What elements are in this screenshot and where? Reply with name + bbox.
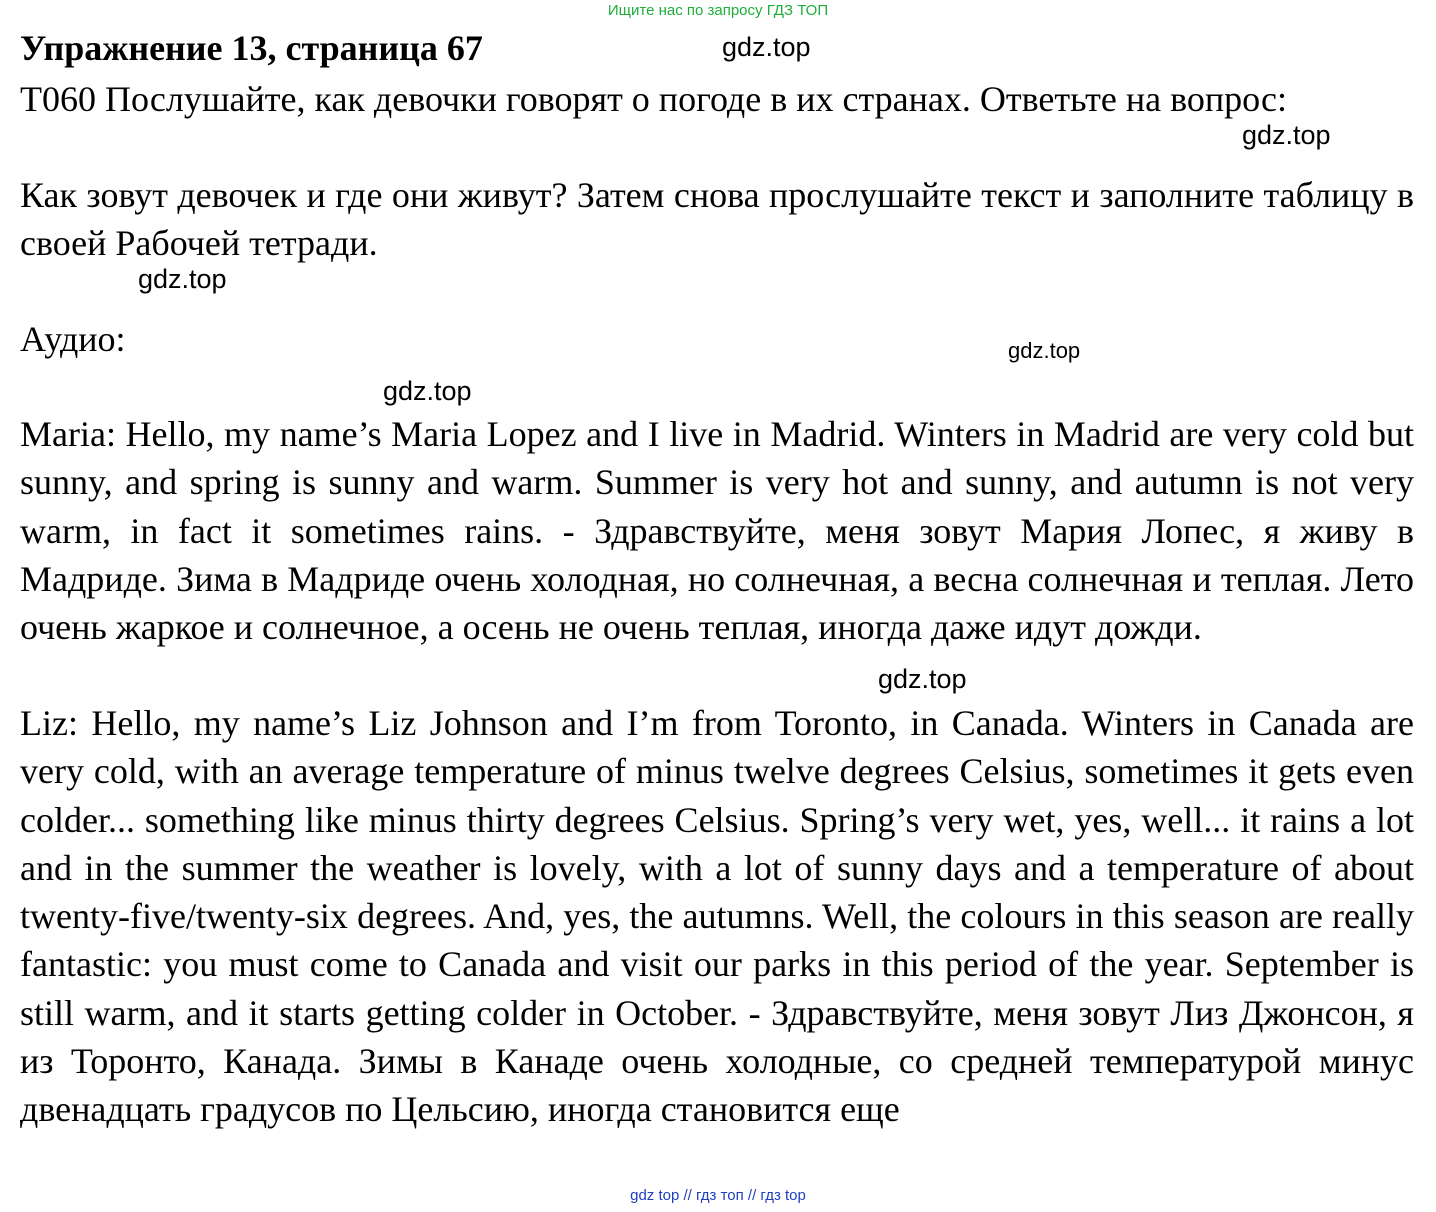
task-question: Как зовут девочек и где они живут? Затем снова прослушайте текст и заполните таблицу в своей Рабочей тетради.	[20, 175, 1414, 263]
watermark: gdz.top	[722, 32, 811, 62]
task-instruction: T060 Послушайте, как девочки говорят о погоде в их странах. Ответьте на вопрос:	[20, 79, 1287, 119]
watermark: gdz.top	[1008, 338, 1081, 363]
audio-label: Аудио:	[20, 319, 126, 359]
top-banner: Ищите нас по запросу ГДЗ ТОП	[607, 2, 829, 19]
liz-paragraph: Liz: Hello, my name’s Liz Johnson and I’m from Toronto, in Canada. Winters in Canada are very cold, with an average temperature of minus twelve degrees Celsius, sometimes it gets even colder... something like minus thirty degrees Celsius. Spring’s very wet, yes, well... it rains a lot and in the summer the weather is lovely, with a lot of sunny days and a temperature of about twenty-five/twenty-six degrees. And, yes, the autumns. Well, the colours in this season are really fantastic: you must come to Canada and visit our parks in this period of the year. September is still warm, and it starts getting colder in October. - Здравствуйте, меня зовут Лиз Джонсон, я из Торонто, Канада. Зимы в Канаде очень холодные, со средней температурой минус двенадцать градусов по Цельсию, иногда становится еще	[20, 703, 1414, 1130]
watermark: gdz.top	[383, 376, 472, 406]
watermark: gdz.top	[138, 264, 227, 294]
watermark: gdz.top	[1242, 120, 1331, 150]
maria-paragraph: Maria: Hello, my name’s Maria Lopez and I live in Madrid. Winters in Madrid are very cold but sunny, and spring is sunny and warm. Summer is very hot and sunny, and autumn is not very warm, in fact it sometimes rains. - Здравствуйте, меня зовут Мария Лопес, я живу в Мадриде. Зима в Мадриде очень холодная, но солнечная, а весна солнечная и теплая. Лето очень жаркое и солнечное, а осень не очень теплая, иногда даже идут дожди.	[20, 414, 1414, 648]
watermark: gdz.top	[878, 664, 967, 694]
page-title: Упражнение 13, страница 67	[20, 28, 483, 68]
footer-watermark: gdz top // гдз топ // гдз top	[630, 1187, 806, 1204]
